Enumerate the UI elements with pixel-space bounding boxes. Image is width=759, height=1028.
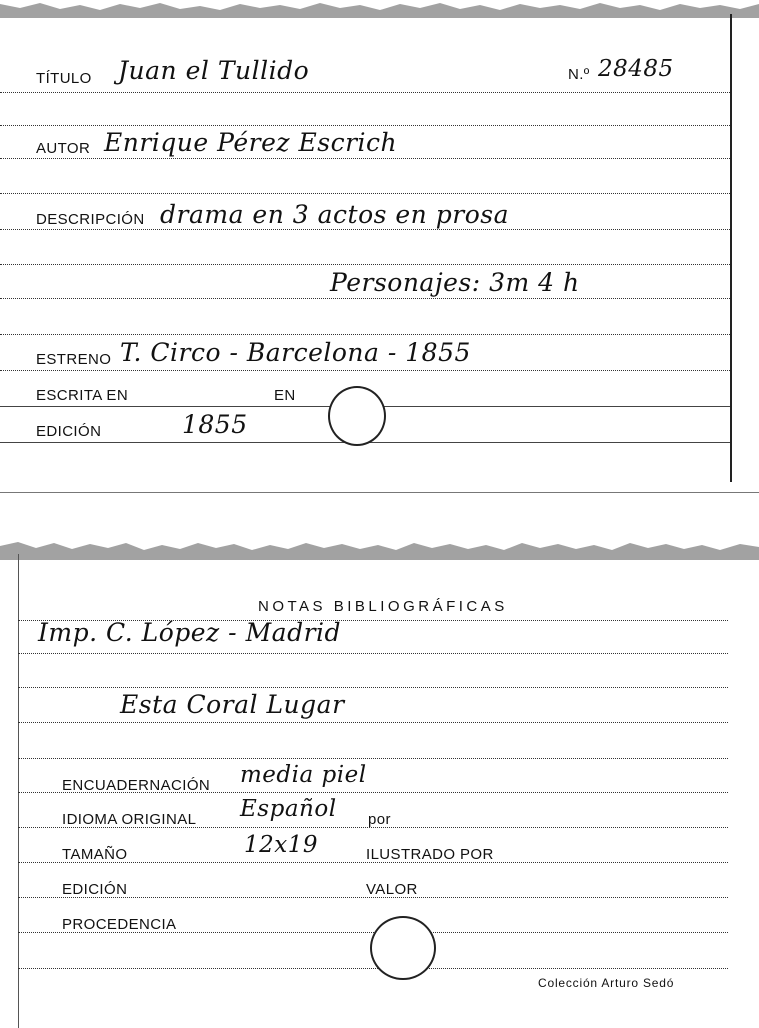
procedencia-label: PROCEDENCIA [62, 916, 177, 933]
en-label: EN [274, 387, 296, 404]
tamano-label: TAMAÑO [62, 846, 128, 863]
encuadernacion-value: media piel [240, 762, 367, 788]
encuadernacion-label: ENCUADERNACIÓN [62, 777, 211, 794]
notas-heading: NOTAS BIBLIOGRÁFICAS [258, 598, 508, 615]
descripcion-value: drama en 3 actos en prosa [160, 200, 509, 229]
ruled-line [18, 968, 728, 969]
valor-label: VALOR [366, 881, 418, 898]
nota-line-2: Esta Coral Lugar [120, 690, 345, 719]
numero-value: 28485 [598, 56, 674, 82]
titulo-label: TÍTULO [36, 70, 92, 87]
ruled-line [18, 722, 728, 723]
ruled-line [18, 653, 728, 654]
ruled-line [0, 370, 730, 371]
ruled-line [18, 687, 728, 688]
ruled-line [0, 229, 730, 230]
card-separator [0, 492, 759, 493]
ruled-line [0, 193, 730, 194]
edicion-label: EDICIÓN [36, 423, 102, 440]
ilustrado-label: ILUSTRADO POR [366, 846, 494, 863]
catalog-card-back [0, 540, 759, 1028]
idioma-label: IDIOMA ORIGINAL [62, 811, 197, 828]
stamp-circle [328, 386, 386, 446]
ruled-line [0, 92, 730, 93]
tamano-value: 12x19 [244, 832, 319, 858]
ruled-line [18, 758, 728, 759]
personajes-value: Personajes: 3m 4 h [330, 268, 580, 297]
ruled-line [0, 264, 730, 265]
autor-value: Enrique Pérez Escrich [104, 128, 398, 157]
autor-label: AUTOR [36, 140, 91, 157]
ruled-line [0, 334, 730, 335]
descripcion-label: DESCRIPCIÓN [36, 211, 145, 228]
escrita-en-label: ESCRITA EN [36, 387, 129, 404]
edicion-value: 1855 [182, 410, 248, 439]
coleccion-credit: Colección Arturo Sedó [538, 976, 675, 990]
por-label: por [368, 811, 391, 828]
stamp-circle [370, 916, 436, 980]
ruled-line [0, 298, 730, 299]
numero-label: N.º [568, 66, 590, 83]
ruled-line [0, 125, 730, 126]
edicion-label: EDICIÓN [62, 881, 128, 898]
estreno-value: T. Circo - Barcelona - 1855 [120, 338, 471, 367]
catalog-card-front [0, 0, 759, 495]
idioma-value: Español [240, 796, 337, 822]
estreno-label: ESTRENO [36, 351, 112, 368]
titulo-value: Juan el Tullido [118, 56, 310, 85]
ruled-line [0, 158, 730, 159]
nota-line-1: Imp. C. López - Madrid [38, 618, 342, 647]
